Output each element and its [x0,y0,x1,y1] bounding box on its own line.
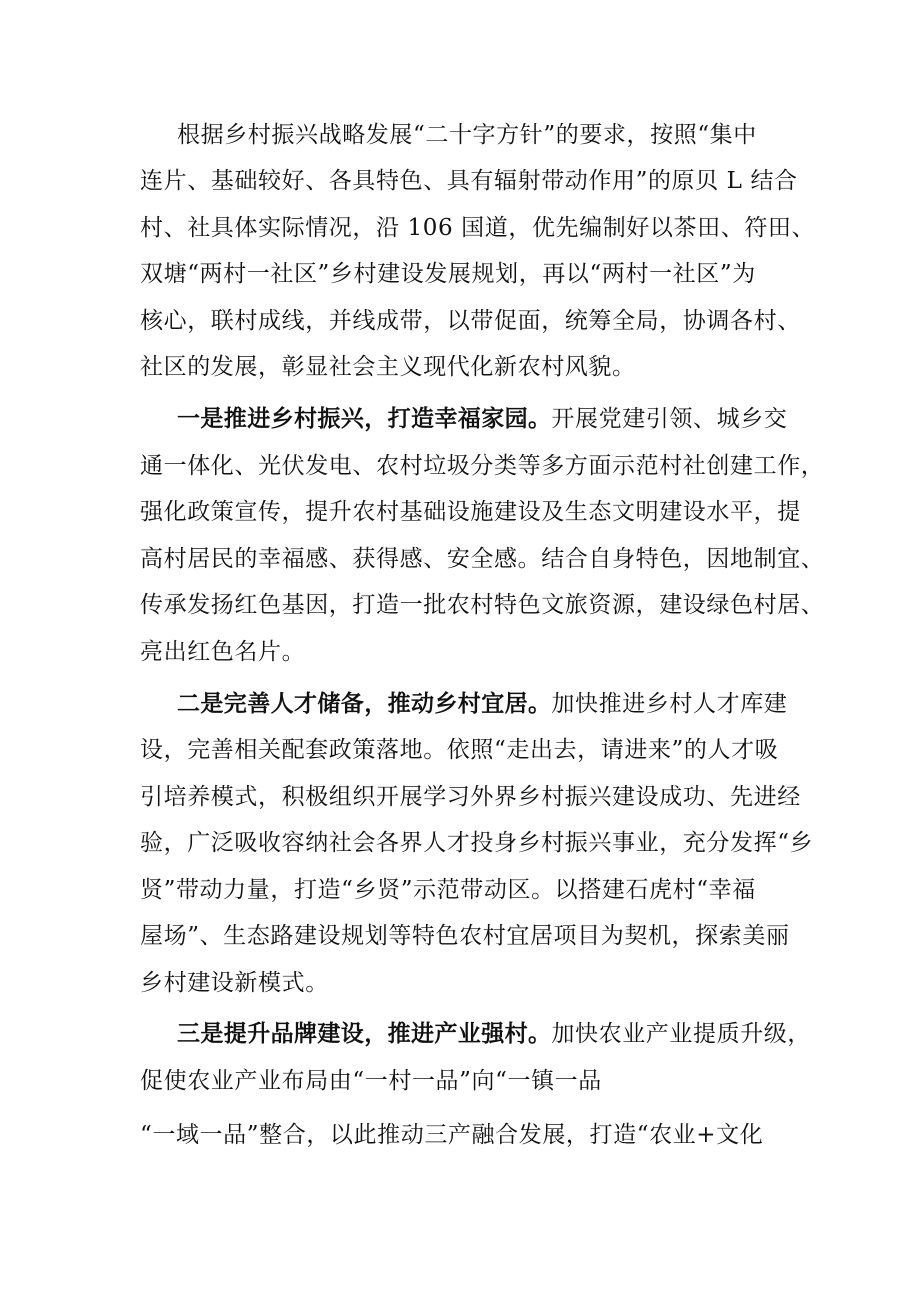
paragraph-lead-heading: 二是完善人才储备，推动乡村宜居。 [177,691,552,717]
text-line: 乡村建设新模式。 [140,970,329,996]
text-line: 社区的发展，彰显社会主义现代化新农村风貌。 [140,354,636,380]
paragraph-lead-heading: 一是推进乡村振兴，打造幸福家园。 [177,406,552,432]
text-line: 高村居民的幸福感、获得感、安全感。结合自身特色，因地制宜、 [140,546,825,572]
paragraph-first-line [177,404,787,434]
paragraph-lead-heading: 三是提升品牌建设，推进产业强村。 [177,1021,552,1047]
text-line: 连片、基础较好、各具特色、具有辐射带动作用”的原贝 L 结合 [140,168,798,194]
text-line: 引培养模式，积极组织开展学习外界乡村振兴建设成功、先进经 [140,784,801,810]
text-line: 双塘“两村一社区”乡村建设发展规划，再以“两村一社区”为 [140,261,756,287]
text-line: 村、社具体实际情况，沿 106 国道，优先编制好以茶田、符田、 [140,215,816,241]
text-line: 强化政策宣传，提升农村基础设施建设及生态文明建设水平，提 [140,499,801,525]
text-line: 核心，联村成线，并线成带，以带促面，统筹全局，协调各村、 [140,308,801,334]
text-line: 传承发扬红色基因，打造一批农村特色文旅资源，建设绿色村居、 [140,592,825,618]
text-line: 设，完善相关配套政策落地。依照“走出去，请进来”的人才吸 [140,737,779,763]
text-line: 贤”带动力量，打造“乡贤”示范带动区。以搭建石虎村“幸福 [140,877,756,903]
paragraph-text: 加快农业产业提质升级， [551,1021,812,1047]
paragraph-text: 加快推进乡村人才库建 [551,691,788,717]
text-line: 亮出红色名片。 [140,639,306,665]
text-line: 通一体化、光伏发电、农村垃圾分类等多方面示范村社创建工作， [140,453,825,479]
paragraph-first-line [177,1019,811,1049]
text-line: 促使农业产业布局由“一村一品”向“一镇一品 [140,1068,602,1094]
text-line: 验，广泛吸收容纳社会各界人才投身乡村振兴事业，充分发挥“乡 [140,830,814,856]
paragraph-text: 开展党建引领、城乡交 [551,406,788,432]
paragraph-first-line [177,689,787,719]
text-line: 屋场”、生态路建设规划等特色农村宜居项目为契机，探索美丽 [140,923,790,949]
text-line: 根据乡村振兴战略发展“二十字方针”的要求，按照“集中 [177,122,757,148]
text-line: “一域一品”整合，以此推动三产融合发展，打造“农业+文化 [140,1122,764,1148]
